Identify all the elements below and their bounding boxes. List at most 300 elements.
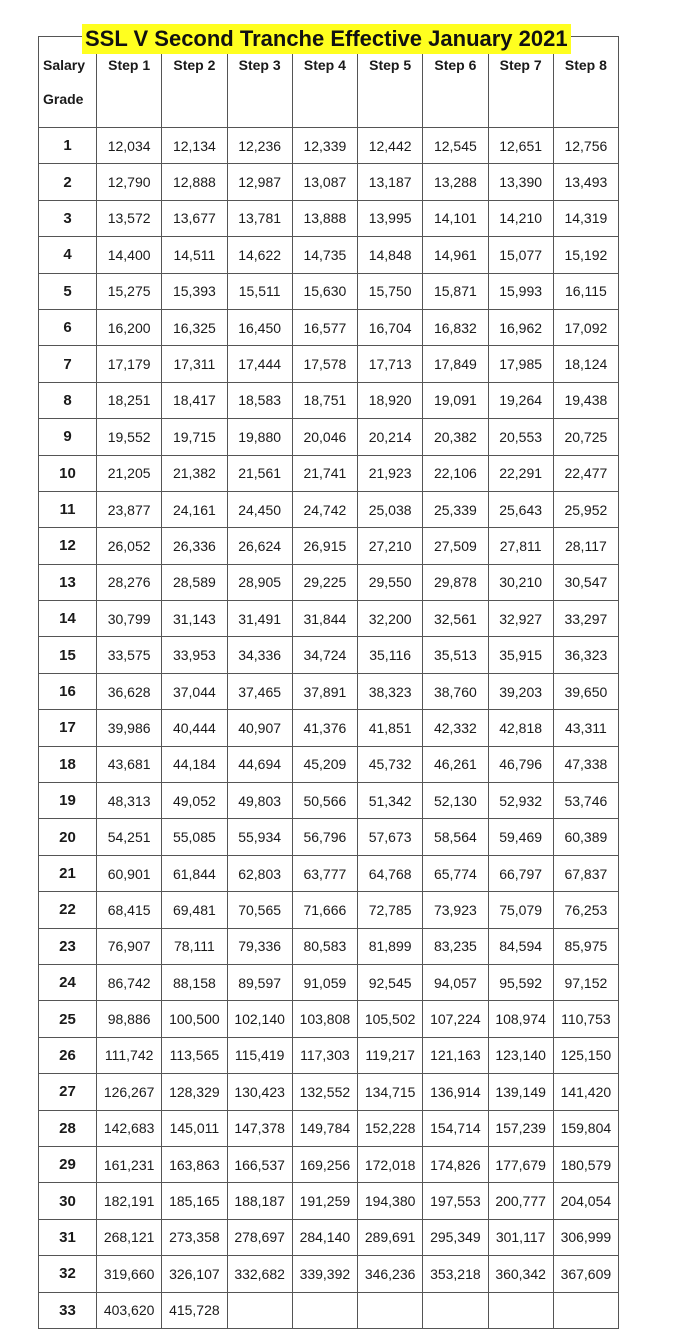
salary-amount-cell: 18,251: [97, 382, 162, 418]
salary-amount-cell: 53,746: [553, 783, 618, 819]
salary-amount-cell: 41,376: [292, 710, 357, 746]
salary-amount-cell: 273,358: [162, 1219, 227, 1255]
salary-amount-cell: 52,932: [488, 783, 553, 819]
salary-amount-cell: [553, 1292, 618, 1328]
salary-amount-cell: 14,735: [292, 237, 357, 273]
salary-amount-cell: 14,961: [423, 237, 488, 273]
salary-amount-cell: 85,975: [553, 928, 618, 964]
salary-amount-cell: 41,851: [358, 710, 423, 746]
salary-amount-cell: 301,117: [488, 1219, 553, 1255]
salary-amount-cell: 79,336: [227, 928, 292, 964]
salary-grade-cell: 25: [39, 1001, 97, 1037]
salary-amount-cell: 14,210: [488, 200, 553, 236]
salary-amount-cell: 123,140: [488, 1037, 553, 1073]
table-row: [39, 710, 619, 746]
salary-amount-cell: 130,423: [227, 1074, 292, 1110]
salary-amount-cell: 67,837: [553, 855, 618, 891]
salary-amount-cell: 32,200: [358, 601, 423, 637]
salary-amount-cell: 70,565: [227, 892, 292, 928]
salary-amount-cell: 91,059: [292, 964, 357, 1000]
salary-amount-cell: 32,561: [423, 601, 488, 637]
salary-amount-cell: 88,158: [162, 964, 227, 1000]
table-row: [39, 1146, 619, 1182]
salary-amount-cell: 13,572: [97, 200, 162, 236]
salary-amount-cell: 27,509: [423, 528, 488, 564]
salary-amount-cell: 19,438: [553, 382, 618, 418]
salary-amount-cell: 18,920: [358, 382, 423, 418]
salary-amount-cell: 15,750: [358, 273, 423, 309]
table-row: [39, 819, 619, 855]
salary-amount-cell: 57,673: [358, 819, 423, 855]
table-row: [39, 964, 619, 1000]
salary-amount-cell: 71,666: [292, 892, 357, 928]
salary-amount-cell: 26,624: [227, 528, 292, 564]
salary-amount-cell: 18,417: [162, 382, 227, 418]
salary-amount-cell: 367,609: [553, 1256, 618, 1292]
salary-amount-cell: 35,915: [488, 637, 553, 673]
table-row: [39, 273, 619, 309]
salary-amount-cell: 29,225: [292, 564, 357, 600]
salary-amount-cell: 28,117: [553, 528, 618, 564]
salary-amount-cell: 24,742: [292, 491, 357, 527]
salary-amount-cell: [227, 1292, 292, 1328]
salary-amount-cell: 18,124: [553, 346, 618, 382]
salary-amount-cell: 100,500: [162, 1001, 227, 1037]
salary-amount-cell: 204,054: [553, 1183, 618, 1219]
salary-grade-cell: 12: [39, 528, 97, 564]
salary-amount-cell: 157,239: [488, 1110, 553, 1146]
salary-amount-cell: 110,753: [553, 1001, 618, 1037]
salary-amount-cell: 136,914: [423, 1074, 488, 1110]
salary-grade-cell: 13: [39, 564, 97, 600]
salary-amount-cell: 13,087: [292, 164, 357, 200]
salary-amount-cell: 13,187: [358, 164, 423, 200]
salary-amount-cell: 339,392: [292, 1256, 357, 1292]
salary-amount-cell: 200,777: [488, 1183, 553, 1219]
salary-amount-cell: 15,993: [488, 273, 553, 309]
salary-amount-cell: 31,143: [162, 601, 227, 637]
salary-amount-cell: 17,849: [423, 346, 488, 382]
salary-amount-cell: 17,444: [227, 346, 292, 382]
salary-amount-cell: 185,165: [162, 1183, 227, 1219]
salary-amount-cell: 306,999: [553, 1219, 618, 1255]
table-row: [39, 601, 619, 637]
salary-amount-cell: 13,995: [358, 200, 423, 236]
salary-amount-cell: 20,214: [358, 419, 423, 455]
salary-amount-cell: 15,393: [162, 273, 227, 309]
table-row: [39, 346, 619, 382]
salary-grade-cell: 31: [39, 1219, 97, 1255]
table-row: [39, 491, 619, 527]
salary-amount-cell: 33,297: [553, 601, 618, 637]
salary-amount-cell: 69,481: [162, 892, 227, 928]
salary-amount-cell: 21,205: [97, 455, 162, 491]
salary-amount-cell: 19,880: [227, 419, 292, 455]
table-row: [39, 746, 619, 782]
salary-amount-cell: 169,256: [292, 1146, 357, 1182]
salary-grade-cell: 11: [39, 491, 97, 527]
salary-amount-cell: 37,891: [292, 673, 357, 709]
salary-amount-cell: 12,790: [97, 164, 162, 200]
salary-amount-cell: 26,336: [162, 528, 227, 564]
salary-amount-cell: 94,057: [423, 964, 488, 1000]
salary-amount-cell: 44,184: [162, 746, 227, 782]
salary-grade-cell: 28: [39, 1110, 97, 1146]
salary-grade-cell: 32: [39, 1256, 97, 1292]
salary-amount-cell: 25,952: [553, 491, 618, 527]
salary-amount-cell: 132,552: [292, 1074, 357, 1110]
salary-amount-cell: 24,161: [162, 491, 227, 527]
salary-amount-cell: 64,768: [358, 855, 423, 891]
table-row: [39, 309, 619, 345]
salary-amount-cell: 20,046: [292, 419, 357, 455]
salary-amount-cell: 12,888: [162, 164, 227, 200]
salary-grade-cell: 6: [39, 309, 97, 345]
salary-amount-cell: 42,818: [488, 710, 553, 746]
salary-amount-cell: 163,863: [162, 1146, 227, 1182]
salary-amount-cell: 45,732: [358, 746, 423, 782]
salary-amount-cell: 65,774: [423, 855, 488, 891]
salary-amount-cell: 98,886: [97, 1001, 162, 1037]
salary-amount-cell: 40,907: [227, 710, 292, 746]
salary-grade-cell: 4: [39, 237, 97, 273]
salary-amount-cell: 92,545: [358, 964, 423, 1000]
salary-amount-cell: 19,715: [162, 419, 227, 455]
salary-amount-cell: 28,276: [97, 564, 162, 600]
step-header: Step 7: [488, 37, 553, 128]
salary-amount-cell: 134,715: [358, 1074, 423, 1110]
salary-amount-cell: 152,228: [358, 1110, 423, 1146]
salary-amount-cell: 52,130: [423, 783, 488, 819]
salary-grade-cell: 27: [39, 1074, 97, 1110]
salary-amount-cell: 72,785: [358, 892, 423, 928]
salary-amount-cell: 50,566: [292, 783, 357, 819]
salary-amount-cell: 103,808: [292, 1001, 357, 1037]
salary-amount-cell: 319,660: [97, 1256, 162, 1292]
salary-amount-cell: 81,899: [358, 928, 423, 964]
salary-amount-cell: 51,342: [358, 783, 423, 819]
salary-amount-cell: 83,235: [423, 928, 488, 964]
salary-amount-cell: 108,974: [488, 1001, 553, 1037]
salary-amount-cell: 16,704: [358, 309, 423, 345]
salary-amount-cell: 76,253: [553, 892, 618, 928]
salary-amount-cell: 19,264: [488, 382, 553, 418]
salary-amount-cell: 22,477: [553, 455, 618, 491]
salary-amount-cell: 117,303: [292, 1037, 357, 1073]
table-row: [39, 1292, 619, 1328]
salary-amount-cell: 191,259: [292, 1183, 357, 1219]
salary-amount-cell: 268,121: [97, 1219, 162, 1255]
salary-amount-cell: 45,209: [292, 746, 357, 782]
salary-amount-cell: 128,329: [162, 1074, 227, 1110]
salary-amount-cell: 86,742: [97, 964, 162, 1000]
salary-grade-cell: 2: [39, 164, 97, 200]
salary-amount-cell: 12,236: [227, 128, 292, 164]
salary-amount-cell: 55,085: [162, 819, 227, 855]
salary-amount-cell: 145,011: [162, 1110, 227, 1146]
salary-amount-cell: 60,901: [97, 855, 162, 891]
salary-grade-cell: 20: [39, 819, 97, 855]
salary-amount-cell: 188,187: [227, 1183, 292, 1219]
salary-amount-cell: 21,382: [162, 455, 227, 491]
salary-amount-cell: 36,628: [97, 673, 162, 709]
salary-amount-cell: 15,077: [488, 237, 553, 273]
salary-amount-cell: 19,091: [423, 382, 488, 418]
salary-amount-cell: 31,491: [227, 601, 292, 637]
salary-grade-cell: 7: [39, 346, 97, 382]
salary-amount-cell: 37,044: [162, 673, 227, 709]
salary-amount-cell: 13,390: [488, 164, 553, 200]
salary-grade-cell: 1: [39, 128, 97, 164]
salary-amount-cell: 73,923: [423, 892, 488, 928]
table-body: [39, 128, 619, 1329]
salary-amount-cell: 415,728: [162, 1292, 227, 1328]
salary-grade-cell: 18: [39, 746, 97, 782]
step-header: Step 8: [553, 37, 618, 128]
salary-amount-cell: 32,927: [488, 601, 553, 637]
salary-amount-cell: 23,877: [97, 491, 162, 527]
salary-grade-cell: 26: [39, 1037, 97, 1073]
salary-amount-cell: 111,742: [97, 1037, 162, 1073]
salary-amount-cell: [423, 1292, 488, 1328]
step-header: Step 3: [227, 37, 292, 128]
salary-amount-cell: 16,200: [97, 309, 162, 345]
salary-amount-cell: 13,888: [292, 200, 357, 236]
salary-amount-cell: 194,380: [358, 1183, 423, 1219]
salary-grade-cell: 5: [39, 273, 97, 309]
salary-amount-cell: 30,799: [97, 601, 162, 637]
salary-amount-cell: 12,339: [292, 128, 357, 164]
salary-amount-cell: 126,267: [97, 1074, 162, 1110]
salary-amount-cell: 102,140: [227, 1001, 292, 1037]
salary-amount-cell: 13,493: [553, 164, 618, 200]
salary-amount-cell: 166,537: [227, 1146, 292, 1182]
salary-amount-cell: 12,987: [227, 164, 292, 200]
salary-grade-cell: 29: [39, 1146, 97, 1182]
salary-amount-cell: 15,275: [97, 273, 162, 309]
table-row: [39, 1074, 619, 1110]
salary-amount-cell: 115,419: [227, 1037, 292, 1073]
salary-amount-cell: 332,682: [227, 1256, 292, 1292]
step-header: Step 4: [292, 37, 357, 128]
salary-amount-cell: 49,052: [162, 783, 227, 819]
salary-grade-cell: 22: [39, 892, 97, 928]
salary-amount-cell: 46,261: [423, 746, 488, 782]
salary-amount-cell: 34,336: [227, 637, 292, 673]
salary-amount-cell: 13,677: [162, 200, 227, 236]
salary-amount-cell: 42,332: [423, 710, 488, 746]
salary-grade-cell: 24: [39, 964, 97, 1000]
table-row: [39, 1183, 619, 1219]
salary-amount-cell: 28,589: [162, 564, 227, 600]
salary-amount-cell: 121,163: [423, 1037, 488, 1073]
salary-amount-cell: 180,579: [553, 1146, 618, 1182]
salary-amount-cell: 16,962: [488, 309, 553, 345]
salary-amount-cell: 30,210: [488, 564, 553, 600]
salary-amount-cell: 21,923: [358, 455, 423, 491]
salary-schedule-table: [38, 36, 619, 1329]
salary-amount-cell: 360,342: [488, 1256, 553, 1292]
salary-amount-cell: 26,915: [292, 528, 357, 564]
salary-amount-cell: 97,152: [553, 964, 618, 1000]
salary-amount-cell: 25,339: [423, 491, 488, 527]
step-header: Step 5: [358, 37, 423, 128]
salary-amount-cell: 15,630: [292, 273, 357, 309]
salary-grade-cell: 10: [39, 455, 97, 491]
table-row: [39, 892, 619, 928]
salary-amount-cell: 113,565: [162, 1037, 227, 1073]
salary-amount-cell: 139,149: [488, 1074, 553, 1110]
salary-amount-cell: 14,101: [423, 200, 488, 236]
salary-amount-cell: [292, 1292, 357, 1328]
page-title: SSL V Second Tranche Effective January 2021: [82, 24, 571, 54]
salary-amount-cell: 20,382: [423, 419, 488, 455]
salary-amount-cell: 172,018: [358, 1146, 423, 1182]
salary-amount-cell: 18,751: [292, 382, 357, 418]
salary-amount-cell: 174,826: [423, 1146, 488, 1182]
salary-amount-cell: 20,553: [488, 419, 553, 455]
table-row: [39, 564, 619, 600]
salary-amount-cell: 38,323: [358, 673, 423, 709]
salary-amount-cell: 125,150: [553, 1037, 618, 1073]
salary-amount-cell: 36,323: [553, 637, 618, 673]
salary-amount-cell: 17,578: [292, 346, 357, 382]
salary-amount-cell: 78,111: [162, 928, 227, 964]
salary-amount-cell: 284,140: [292, 1219, 357, 1255]
salary-amount-cell: 62,803: [227, 855, 292, 891]
salary-amount-cell: 17,179: [97, 346, 162, 382]
salary-amount-cell: 38,760: [423, 673, 488, 709]
salary-amount-cell: 27,210: [358, 528, 423, 564]
salary-amount-cell: 16,450: [227, 309, 292, 345]
salary-amount-cell: 48,313: [97, 783, 162, 819]
salary-grade-cell: 8: [39, 382, 97, 418]
salary-amount-cell: 54,251: [97, 819, 162, 855]
table-row: [39, 164, 619, 200]
salary-amount-cell: 107,224: [423, 1001, 488, 1037]
salary-amount-cell: 29,878: [423, 564, 488, 600]
salary-amount-cell: 22,106: [423, 455, 488, 491]
step-header: Step 2: [162, 37, 227, 128]
salary-amount-cell: 289,691: [358, 1219, 423, 1255]
salary-amount-cell: 15,192: [553, 237, 618, 273]
salary-amount-cell: 20,725: [553, 419, 618, 455]
salary-amount-cell: 25,038: [358, 491, 423, 527]
step-header: Step 1: [97, 37, 162, 128]
salary-amount-cell: 39,650: [553, 673, 618, 709]
salary-amount-cell: 33,575: [97, 637, 162, 673]
salary-amount-cell: 12,756: [553, 128, 618, 164]
salary-amount-cell: 47,338: [553, 746, 618, 782]
salary-amount-cell: 141,420: [553, 1074, 618, 1110]
salary-grade-cell: 15: [39, 637, 97, 673]
salary-amount-cell: 12,651: [488, 128, 553, 164]
salary-amount-cell: 12,442: [358, 128, 423, 164]
salary-amount-cell: 182,191: [97, 1183, 162, 1219]
salary-amount-cell: 30,547: [553, 564, 618, 600]
salary-amount-cell: 403,620: [97, 1292, 162, 1328]
table-row: [39, 673, 619, 709]
salary-amount-cell: 22,291: [488, 455, 553, 491]
salary-amount-cell: 68,415: [97, 892, 162, 928]
salary-amount-cell: 44,694: [227, 746, 292, 782]
salary-amount-cell: 39,986: [97, 710, 162, 746]
salary-amount-cell: 43,681: [97, 746, 162, 782]
salary-amount-cell: 21,741: [292, 455, 357, 491]
table-row: [39, 382, 619, 418]
table-row: [39, 783, 619, 819]
table-row: [39, 237, 619, 273]
salary-amount-cell: 56,796: [292, 819, 357, 855]
salary-amount-cell: 159,804: [553, 1110, 618, 1146]
table-row: [39, 637, 619, 673]
step-header: Step 6: [423, 37, 488, 128]
salary-amount-cell: 16,577: [292, 309, 357, 345]
table-row: [39, 928, 619, 964]
salary-amount-cell: 40,444: [162, 710, 227, 746]
salary-amount-cell: 13,781: [227, 200, 292, 236]
salary-amount-cell: 76,907: [97, 928, 162, 964]
salary-amount-cell: 353,218: [423, 1256, 488, 1292]
salary-amount-cell: 17,713: [358, 346, 423, 382]
table-row: [39, 128, 619, 164]
salary-amount-cell: 26,052: [97, 528, 162, 564]
salary-grade-cell: 14: [39, 601, 97, 637]
salary-amount-cell: 58,564: [423, 819, 488, 855]
salary-grade-cell: 3: [39, 200, 97, 236]
salary-amount-cell: 43,311: [553, 710, 618, 746]
salary-amount-cell: 35,116: [358, 637, 423, 673]
salary-amount-cell: 18,583: [227, 382, 292, 418]
salary-amount-cell: 35,513: [423, 637, 488, 673]
salary-amount-cell: 15,871: [423, 273, 488, 309]
salary-amount-cell: 161,231: [97, 1146, 162, 1182]
salary-amount-cell: 39,203: [488, 673, 553, 709]
salary-amount-cell: 142,683: [97, 1110, 162, 1146]
salary-amount-cell: 12,545: [423, 128, 488, 164]
salary-amount-cell: 16,325: [162, 309, 227, 345]
salary-grade-cell: 33: [39, 1292, 97, 1328]
salary-schedule-sheet: [38, 36, 618, 1319]
salary-amount-cell: 49,803: [227, 783, 292, 819]
salary-amount-cell: 14,511: [162, 237, 227, 273]
salary-grade-header-line1: Salary: [43, 57, 86, 73]
salary-amount-cell: 149,784: [292, 1110, 357, 1146]
salary-amount-cell: 89,597: [227, 964, 292, 1000]
table-row: [39, 855, 619, 891]
salary-amount-cell: [488, 1292, 553, 1328]
salary-grade-cell: 16: [39, 673, 97, 709]
salary-grade-header-line2: Grade: [43, 91, 84, 107]
salary-grade-cell: 19: [39, 783, 97, 819]
table-row: [39, 1110, 619, 1146]
salary-amount-cell: 17,985: [488, 346, 553, 382]
table-row: [39, 1219, 619, 1255]
table-row: [39, 455, 619, 491]
salary-amount-cell: 21,561: [227, 455, 292, 491]
salary-grade-cell: 30: [39, 1183, 97, 1219]
salary-amount-cell: 95,592: [488, 964, 553, 1000]
salary-amount-cell: 16,115: [553, 273, 618, 309]
salary-amount-cell: 59,469: [488, 819, 553, 855]
salary-amount-cell: 105,502: [358, 1001, 423, 1037]
salary-amount-cell: 177,679: [488, 1146, 553, 1182]
salary-amount-cell: 295,349: [423, 1219, 488, 1255]
salary-grade-cell: 17: [39, 710, 97, 746]
salary-amount-cell: 278,697: [227, 1219, 292, 1255]
salary-amount-cell: 17,311: [162, 346, 227, 382]
salary-amount-cell: 154,714: [423, 1110, 488, 1146]
